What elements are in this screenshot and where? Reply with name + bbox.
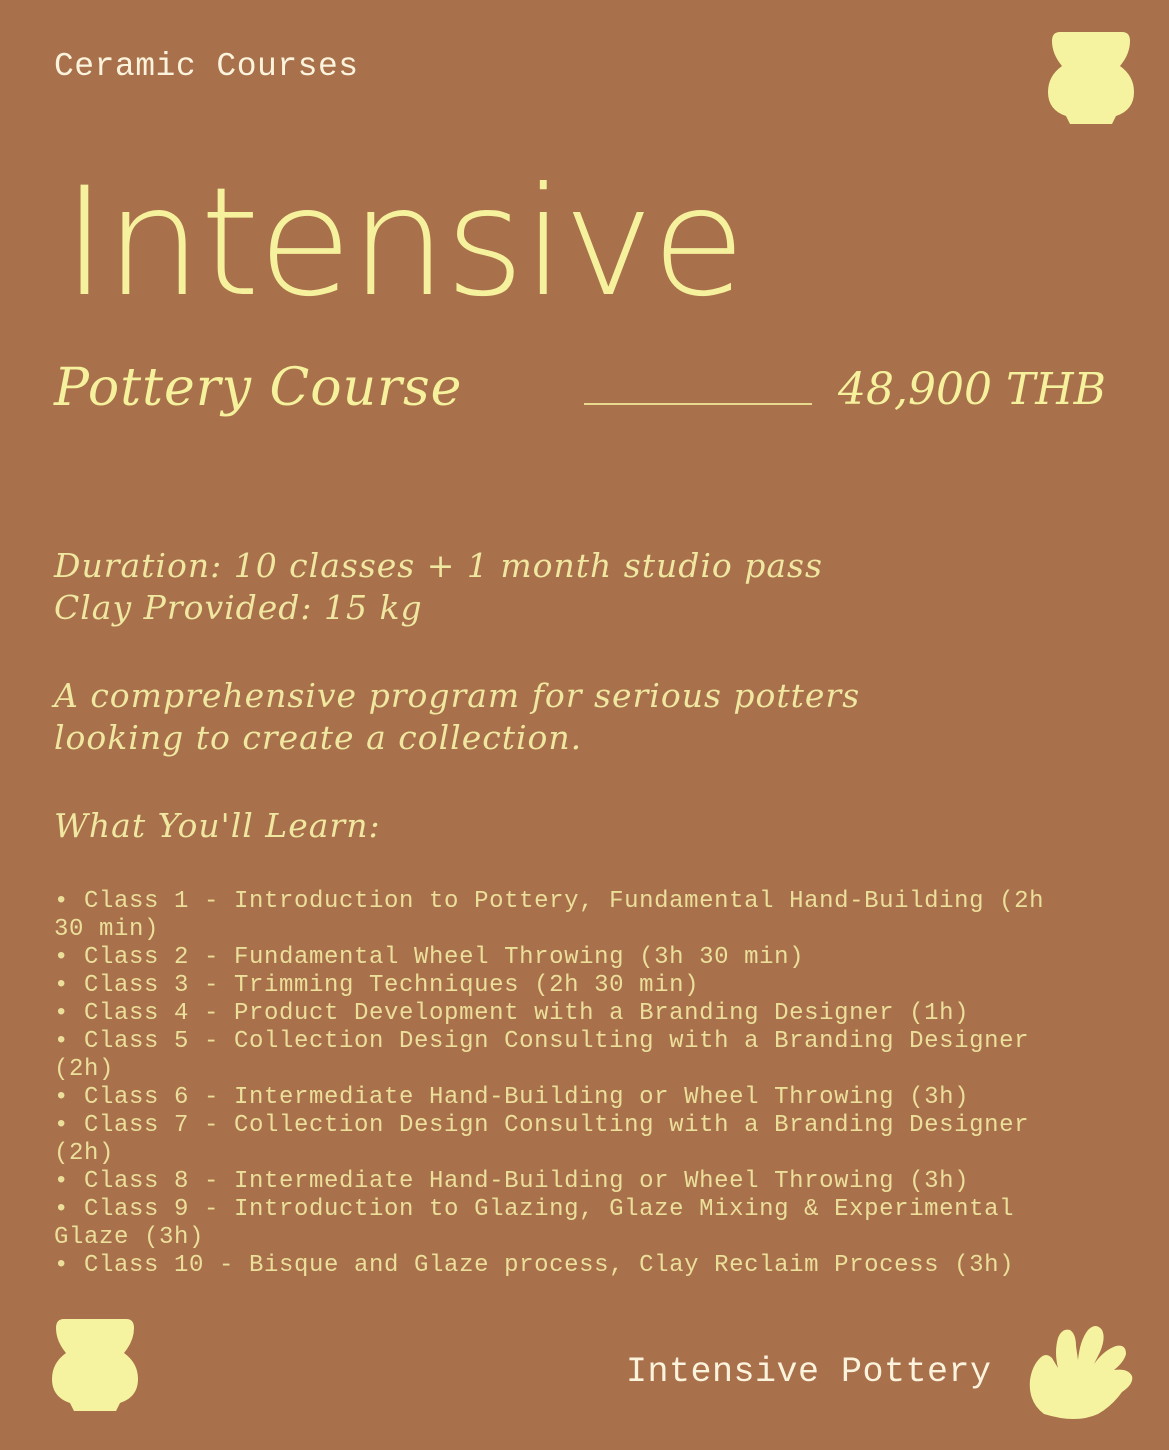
list-item: • Class 8 - Intermediate Hand-Building or Wheel Throwing (3h) — [54, 1168, 970, 1195]
headline: Intensive — [62, 156, 744, 330]
list-item: • Class 10 - Bisque and Glaze process, Clay Reclaim Process (3h) — [54, 1252, 1015, 1279]
course-price: 48,900 THB — [838, 364, 1106, 415]
duration-text: Duration: 10 classes + 1 month studio pass — [54, 546, 823, 585]
list-item: • Class 1 - Introduction to Pottery, Fundamental Hand-Building (2h 30 min) — [54, 888, 1045, 943]
list-item: • Class 5 - Collection Design Consulting with a Branding Designer (2h) — [54, 1028, 1030, 1083]
course-subtitle: Pottery Course — [54, 358, 463, 418]
vase-icon — [1046, 28, 1136, 126]
description-line-2: looking to create a collection. — [54, 718, 583, 757]
list-item: • Class 6 - Intermediate Hand-Building or Wheel Throwing (3h) — [54, 1084, 970, 1111]
list-item: • Class 7 - Collection Design Consulting with a Branding Designer (2h) — [54, 1112, 1030, 1167]
hand-icon — [1024, 1322, 1136, 1422]
class-list — [54, 888, 1084, 1280]
vase-icon — [50, 1315, 140, 1413]
brand-label: Ceramic Courses — [54, 48, 359, 85]
price-leader-line — [584, 403, 812, 405]
list-item: • Class 2 - Fundamental Wheel Throwing (3h 30 min) — [54, 944, 805, 971]
description-line-1: A comprehensive program for serious potters — [54, 676, 861, 715]
list-item: • Class 3 - Trimming Techniques (2h 30 min) — [54, 972, 700, 999]
list-item: • Class 4 - Product Development with a Branding Designer (1h) — [54, 1000, 970, 1027]
clay-text: Clay Provided: 15 kg — [54, 588, 423, 627]
list-item: • Class 9 - Introduction to Glazing, Glaze Mixing & Experimental Glaze (3h) — [54, 1196, 1015, 1251]
learn-heading: What You'll Learn: — [54, 806, 381, 845]
footer-label: Intensive Pottery — [626, 1352, 992, 1392]
